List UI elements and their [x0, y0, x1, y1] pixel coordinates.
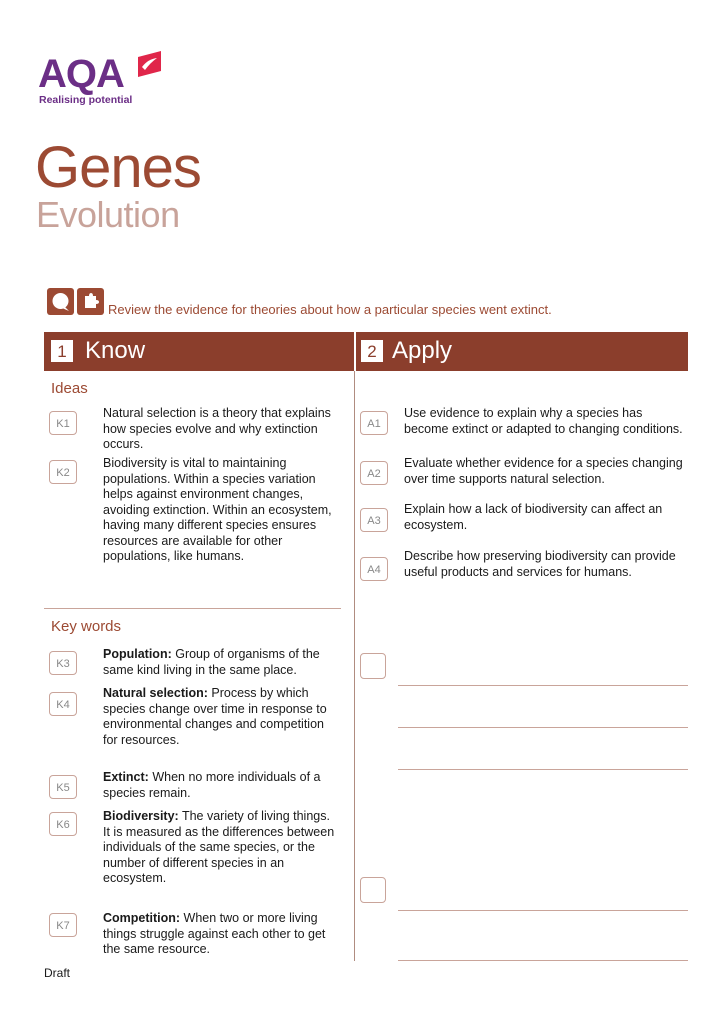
apply-number: 2 — [361, 340, 383, 362]
code-k1: K1 — [49, 411, 77, 435]
know-heading: Know — [85, 337, 146, 364]
puzzle-icon — [77, 288, 104, 315]
page-title: Genes — [35, 135, 201, 200]
aqa-logo — [38, 48, 173, 112]
writing-line — [398, 727, 688, 728]
code-a1: A1 — [360, 411, 388, 435]
task-description: Review the evidence for theories about how a particular species went extinct. — [108, 302, 552, 317]
keyword-term: Population: — [103, 647, 172, 661]
keyword-k5 — [103, 770, 338, 801]
keyword-definition: When no more individuals of a species remain. — [103, 770, 321, 800]
writing-line — [398, 685, 688, 686]
writing-line — [398, 910, 688, 911]
keyword-term: Competition: — [103, 911, 181, 925]
idea-k1-text: Natural selection is a theory that explains how species evolve and why extinction occurs. — [103, 406, 331, 451]
column-divider — [354, 371, 355, 961]
apply-a4-text: Describe how preserving biodiversity can provide useful products and services for humans. — [404, 549, 676, 579]
keyword-term: Natural selection: — [103, 686, 208, 700]
keyword-k4 — [103, 686, 338, 748]
idea-k2-text: Biodiversity is vital to maintaining populations. Within a species variation helps against environment changes, avoiding extinction. Within an ecosystem, having many different species ensures resources are available for other populations, like humans. — [103, 456, 332, 563]
code-k7: K7 — [49, 913, 77, 937]
keywords-heading: Key words — [51, 618, 122, 635]
apply-a2-text: Evaluate whether evidence for a species changing over time supports natural selection. — [404, 456, 683, 486]
logo-flag-icon — [134, 51, 164, 79]
keyword-k6 — [103, 809, 338, 887]
empty-box[interactable] — [360, 877, 386, 903]
code-k5: K5 — [49, 775, 77, 799]
band-divider — [354, 332, 356, 371]
apply-a1-text: Use evidence to explain why a species has become extinct or adapted to changing conditions. — [404, 406, 683, 436]
empty-box[interactable] — [360, 653, 386, 679]
keyword-definition: Process by which species change over time in response to environmental changes and competition for resources. — [103, 686, 327, 747]
code-k6: K6 — [49, 812, 77, 836]
keyword-term: Extinct: — [103, 770, 149, 784]
page-subtitle: Evolution — [36, 194, 180, 235]
keyword-definition: The variety of living things. It is measured as the differences between individuals of the same species, or the number of different species in an ecosystem. — [103, 809, 335, 885]
code-a4: A4 — [360, 557, 388, 581]
code-a2: A2 — [360, 461, 388, 485]
ideas-divider — [44, 608, 341, 609]
code-k4: K4 — [49, 692, 77, 716]
logo-text: AQA — [38, 52, 124, 96]
code-k2: K2 — [49, 460, 77, 484]
writing-line — [398, 960, 688, 961]
keyword-definition: When two or more living things struggle against each other to get the same resource. — [103, 911, 326, 956]
code-k3: K3 — [49, 651, 77, 675]
keyword-k7 — [103, 911, 338, 958]
ideas-heading: Ideas — [51, 380, 88, 397]
know-number: 1 — [51, 340, 73, 362]
writing-line — [398, 769, 688, 770]
keyword-k3 — [103, 647, 338, 678]
speech-bubble-icon — [47, 288, 74, 315]
draft-label: Draft — [44, 966, 71, 980]
keyword-term: Biodiversity: — [103, 809, 179, 823]
logo-tagline: Realising potential — [39, 94, 133, 106]
code-a3: A3 — [360, 508, 388, 532]
apply-a3-text: Explain how a lack of biodiversity can affect an ecosystem. — [404, 502, 663, 532]
keyword-definition: Group of organisms of the same kind living in the same place. — [103, 647, 320, 677]
apply-heading: Apply — [392, 337, 453, 364]
